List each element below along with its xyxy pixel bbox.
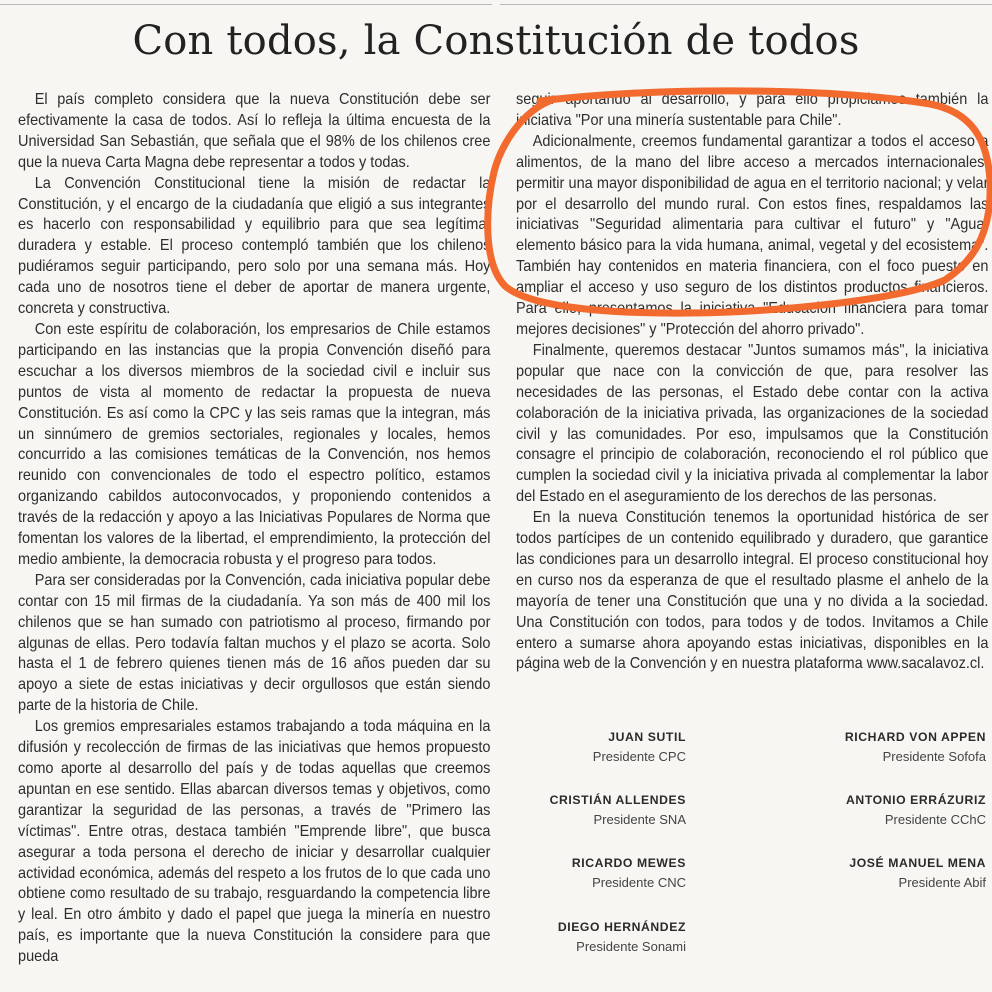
paragraph: Finalmente, queremos destacar "Juntos sumamos más", la iniciativa popular que nace con la convicción de que, para resolver las necesidades de las personas, el Estado debe contar con la activa colaboración de la iniciativa privada, las organizaciones de la sociedad civil y las comunidades. Por eso, impulsamos que la Constitución consagre el principio de colaboración, reconociendo el rol público que cumplen la sociedad civil y la iniciativa privada al complementar la labor del Estado en el aseguramiento de los derechos de las personas.	[516, 341, 989, 506]
signer-name: ANTONIO ERRÁZURIZ	[846, 793, 986, 807]
right-column	[516, 90, 988, 675]
paragraph: En la nueva Constitución tenemos la oportunidad histórica de ser todos partícipes de un contenido equilibrado y duradero, que garantice las condiciones para un desarrollo integral. El proceso constitucional hoy en curso nos da esperanza de que el resultado plasme el anhelo de la mayoría de tener una Constitución que una y no divida a la sociedad. Una Constitución con todos, para todos y de todos. Invitamos a Chile entero a sumarse ahora apoyando estas iniciativas, disponibles en la página web de la Convención y en nuestra plataforma www.sacalavoz.cl.	[516, 509, 989, 673]
signature	[496, 793, 686, 829]
signer-name: JOSÉ MANUEL MENA	[849, 856, 986, 870]
signer-name: CRISTIÁN ALLENDES	[549, 793, 686, 807]
signer-name: RICHARD VON APPEN	[844, 730, 986, 744]
top-rule-left	[0, 4, 492, 5]
paragraph: Para ser consideradas por la Convención, cada iniciativa popular debe contar con 15 mil firmas de la ciudadanía. Ya son más de 400 mil los chilenos que se han sumado con patriotismo al proceso, firmando por algunas de ellas. Pero todavía faltan muchos y el plazo se acorta. Solo hasta el 1 de febrero quienes tienen más de 16 años pueden dar su apoyo a siete de estas iniciativas y decir orgullosos que están siendo parte de la historia de Chile.	[18, 571, 491, 715]
signature	[496, 856, 686, 892]
signature	[496, 730, 686, 766]
signer-title: Presidente Abif	[898, 875, 986, 890]
signatures-block	[500, 730, 992, 992]
signer-title: Presidente CPC	[592, 749, 686, 764]
signature	[796, 856, 986, 892]
paragraph: seguir aportando al desarrollo, y para ello propiciamos también la iniciativa "Por una minería sustentable para Chile".	[516, 91, 989, 129]
signer-title: Presidente CChC	[884, 812, 986, 827]
signer-name: JUAN SUTIL	[608, 730, 686, 744]
signer-name: DIEGO HERNÁNDEZ	[557, 920, 686, 934]
signature	[796, 793, 986, 829]
headline: Con todos, la Constitución de todos	[132, 18, 860, 64]
signer-name: RICARDO MEWES	[571, 856, 686, 870]
paragraph: Los gremios empresariales estamos trabajando a toda máquina en la difusión y recolección de firmas de las iniciativas que hemos propuesto como aporte al desarrollo del país y de todas aquellas que creemos apuntan en ese sentido. Ellas abarcan diversos temas y objetivos, como garantizar la seguridad de las personas, a través de "Primero las víctimas". Entre otras, destaca también "Emprende libre", que busca asegurar a toda persona el derecho de iniciar y desarrollar cualquier actividad económica, además del respeto a los frutos de lo que cada uno obtiene como resultado de su trabajo, resguardando la competencia libre y leal. En otro ámbito y dado el papel que juega la minería en nuestro país, es importante que la nueva Constitución la considere para que pueda	[18, 718, 491, 966]
left-column	[18, 90, 490, 968]
signer-title: Presidente SNA	[593, 812, 686, 827]
signature	[796, 730, 986, 766]
signer-title: Presidente CNC	[592, 875, 686, 890]
paragraph: El país completo considera que la nueva Constitución debe ser efectivamente la casa de todos. Así lo refleja la última encuesta de la Universidad San Sebastián, que señala que el 98% de los chilenos cree que la nueva Carta Magna debe representar a todos y todas.	[18, 91, 491, 171]
signature	[496, 920, 686, 956]
paragraph: La Convención Constitucional tiene la misión de redactar la Constitución, y el encargo de la ciudadanía que eligió a sus integrantes es hacerlo con responsabilidad y equilibrio para que sea legítima, duradera y estable. El proceso contempló también que los chilenos pudiéramos seguir participando, pero solo por una semana más. Hoy cada uno de nosotros tiene el deber de aportar de manera urgente, concreta y constructiva.	[18, 174, 491, 318]
signer-title: Presidente Sonami	[576, 939, 686, 954]
paragraph: Adicionalmente, creemos fundamental garantizar a todos el acceso a alimentos, de la mano del libre acceso a mercados internacionales; permitir una mayor disponibilidad de agua en el territorio nacional; y velar por el desarrollo del mundo rural. Con estos fines, respaldamos las iniciativas "Seguridad alimentaria para cultivar el futuro" y "Agua: elemento básico para la vida humana, animal, vegetal y del ecosistema". También hay contenidos en materia financiera, con el foco puesto en ampliar el acceso y uso seguro de los distintos productos financieros. Para ello, presentamos la iniciativa "Educación financiera para tomar mejores decisiones" y "Protección del ahorro privado".	[516, 132, 989, 338]
signer-title: Presidente Sofofa	[882, 749, 986, 764]
top-rule-right	[500, 4, 992, 5]
paragraph: Con este espíritu de colaboración, los empresarios de Chile estamos participando en las instancias que la propia Convención diseñó para escuchar a los diversos miembros de la sociedad civil e incluir sus puntos de vista al momento de redactar la propuesta de nueva Constitución. Es así como la CPC y las seis ramas que la integran, más un sinnúmero de gremios sectoriales, regionales y locales, hemos concurrido a las comisiones temáticas de la Convención, nos hemos reunido con convencionales de todo el espectro político, estamos organizando cabildos autoconvocados, y proponiendo contenidos a través de la redacción y apoyo a las Iniciativas Populares de Norma que fomentan los valores de la libertad, el emprendimiento, la protección del medio ambiente, la democracia robusta y el progreso para todos.	[18, 320, 491, 568]
